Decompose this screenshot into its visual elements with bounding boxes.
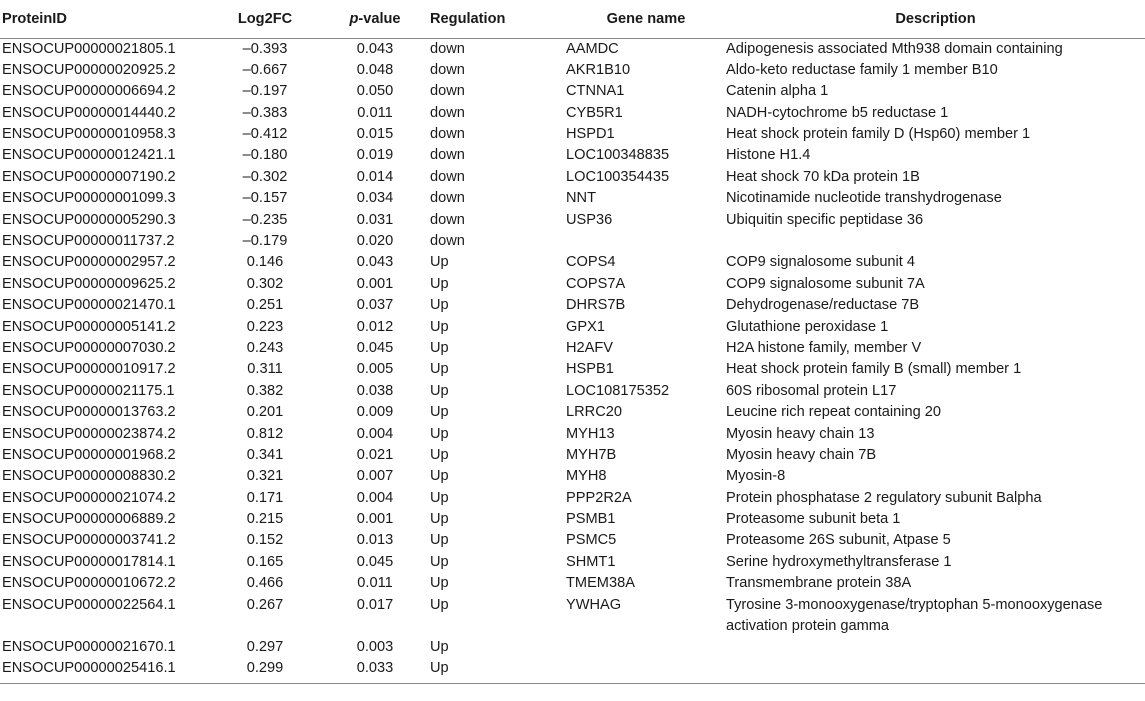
gene-name-cell [566,231,726,252]
protein-id-cell: ENSOCUP00000007030.2 [2,339,176,356]
table-row [0,359,1145,380]
gene-name-cell: MYH13 [566,425,615,442]
protein-id-cell: ENSOCUP00000009625.2 [2,275,176,292]
protein-id-cell: ENSOCUP00000008830.2 [2,468,176,485]
description-cell [726,658,1145,684]
pvalue-cell: 0.031 [356,211,394,228]
table-row [0,445,1145,466]
protein-id-cell: ENSOCUP00000021074.2 [2,489,176,506]
regulation-cell: down [430,83,465,100]
gene-name-cell: DHRS7B [566,297,626,314]
description-cell: 60S ribosomal protein L17 [726,382,897,399]
gene-name-cell: GPX1 [566,318,605,335]
log2fc-cell: 0.146 [246,254,284,271]
table-row [0,658,1145,684]
pvalue-cell: 0.050 [356,83,394,100]
log2fc-cell: 0.382 [246,382,284,399]
log2fc-cell: –0.197 [242,83,288,100]
table-row [0,573,1145,594]
log2fc-cell: 0.251 [246,297,284,314]
pvalue-cell: 0.011 [357,104,393,121]
table-row [0,552,1145,573]
regulation-cell: Up [430,532,449,549]
log2fc-cell: –0.302 [242,168,288,185]
table-row [0,188,1145,209]
log2fc-cell: 0.267 [246,596,284,613]
pvalue-cell: 0.005 [356,361,394,378]
log2fc-cell: –0.180 [242,147,288,164]
description-cell: Heat shock protein family D (Hsp60) member 1 [726,126,1031,143]
protein-id-cell: ENSOCUP00000021670.1 [2,638,176,655]
description-cell [726,231,1145,252]
header-log2fc: Log2FC [210,0,320,38]
description-cell: Proteasome subunit beta 1 [726,511,901,528]
table-row [0,338,1145,359]
gene-name-cell: AKR1B10 [566,61,631,78]
protein-id-cell: ENSOCUP00000020925.2 [2,61,176,78]
table-row [0,60,1145,81]
description-cell: COP9 signalosome subunit 7A [726,275,925,292]
pvalue-cell: 0.048 [356,61,394,78]
pvalue-cell: 0.009 [356,404,394,421]
pvalue-cell: 0.021 [356,446,394,463]
header-gene-name: Gene name [566,0,726,38]
table-row [0,274,1145,295]
regulation-cell: Up [430,275,449,292]
log2fc-cell: 0.171 [246,489,284,506]
regulation-cell: down [430,40,465,57]
protein-id-cell: ENSOCUP00000017814.1 [2,553,176,570]
table-row [0,637,1145,658]
header-pvalue-rest: -value [358,10,401,27]
protein-id-cell: ENSOCUP00000006694.2 [2,83,176,100]
description-cell: Adipogenesis associated Mth938 domain containing [726,40,1063,57]
regulation-cell: Up [430,297,449,314]
regulation-cell: Up [430,361,449,378]
pvalue-cell: 0.020 [356,233,394,250]
protein-id-cell: ENSOCUP00000010672.2 [2,575,176,592]
log2fc-cell: –0.393 [242,40,288,57]
log2fc-cell: 0.297 [246,638,284,655]
description-cell: Serine hydroxymethyltransferase 1 [726,553,952,570]
gene-name-cell: PSMC5 [566,532,617,549]
log2fc-cell: –0.157 [242,190,288,207]
gene-name-cell: COPS4 [566,254,616,271]
table-header-row [0,0,1145,38]
header-protein-id: ProteinID [0,0,210,38]
regulation-cell: Up [430,318,449,335]
protein-id-cell: ENSOCUP00000014440.2 [2,104,176,121]
gene-name-cell: PSMB1 [566,511,616,528]
regulation-cell: down [430,168,465,185]
gene-name-cell: CYB5R1 [566,104,623,121]
log2fc-cell: –0.235 [242,211,288,228]
description-cell: Nicotinamide nucleotide transhydrogenase [726,190,1002,207]
description-cell [726,637,1145,658]
log2fc-cell: –0.179 [242,233,288,250]
regulation-cell: Up [430,489,449,506]
pvalue-cell: 0.037 [356,297,394,314]
log2fc-cell: 0.243 [246,339,284,356]
pvalue-cell: 0.045 [356,339,394,356]
protein-id-cell: ENSOCUP00000011737.2 [2,233,175,250]
description-cell: Leucine rich repeat containing 20 [726,404,942,421]
protein-id-cell: ENSOCUP00000021470.1 [2,297,176,314]
log2fc-cell: 0.812 [246,425,284,442]
regulation-cell: Up [430,511,449,528]
log2fc-cell: 0.311 [247,361,283,378]
description-cell: NADH-cytochrome b5 reductase 1 [726,104,949,121]
description-cell: Proteasome 26S subunit, Atpase 5 [726,532,951,549]
gene-name-cell [566,637,726,658]
pvalue-cell: 0.013 [356,532,394,549]
table-row [0,466,1145,487]
description-cell: Protein phosphatase 2 regulatory subunit Balpha [726,489,1042,506]
regulation-cell: Up [430,425,449,442]
description-cell: Histone H1.4 [726,147,811,164]
protein-id-cell: ENSOCUP00000022564.1 [2,596,176,613]
description-cell: COP9 signalosome subunit 4 [726,254,916,271]
table-row [0,167,1145,188]
protein-id-cell: ENSOCUP00000025416.1 [0,658,210,684]
regulation-cell: down [430,104,465,121]
table-row [0,295,1145,316]
gene-name-cell [566,658,726,684]
gene-name-cell: USP36 [566,211,613,228]
header-description: Description [726,0,1145,38]
gene-name-cell: YWHAG [566,596,622,613]
protein-id-cell: ENSOCUP00000006889.2 [2,511,176,528]
table-row [0,81,1145,102]
description-cell: Myosin-8 [726,468,786,485]
description-cell: Tyrosine 3-monooxygenase/tryptophan 5-monooxygenase activation protein gamma [726,596,1103,634]
pvalue-cell: 0.019 [356,147,394,164]
gene-name-cell: HSPD1 [566,126,615,143]
protein-id-cell: ENSOCUP00000005290.3 [2,211,176,228]
gene-name-cell: TMEM38A [566,575,635,592]
log2fc-cell: 0.302 [246,275,284,292]
description-cell: Transmembrane protein 38A [726,575,912,592]
protein-id-cell: ENSOCUP00000010917.2 [2,361,176,378]
table-row [0,38,1145,60]
header-pvalue [320,0,430,38]
log2fc-cell: 0.152 [246,532,284,549]
gene-name-cell: CTNNA1 [566,83,625,100]
gene-name-cell: LOC100354435 [566,168,670,185]
regulation-cell: down [430,211,465,228]
protein-id-cell: ENSOCUP00000001968.2 [2,446,176,463]
table-row [0,103,1145,124]
regulation-cell: Up [430,596,449,613]
description-cell: Myosin heavy chain 7B [726,446,877,463]
gene-name-cell: LRRC20 [566,404,622,421]
gene-name-cell: LOC108175352 [566,382,670,399]
gene-name-cell: H2AFV [566,339,614,356]
pvalue-cell: 0.007 [356,468,394,485]
table-row [0,231,1145,252]
gene-name-cell: HSPB1 [566,361,614,378]
regulation-cell: Up [430,404,449,421]
pvalue-cell: 0.011 [357,575,393,592]
description-cell: Dehydrogenase/reductase 7B [726,297,920,314]
log2fc-cell: –0.667 [242,61,288,78]
description-cell: Catenin alpha 1 [726,83,829,100]
log2fc-cell: 0.201 [246,404,284,421]
pvalue-cell: 0.043 [356,254,394,271]
log2fc-cell: 0.321 [246,468,284,485]
gene-name-cell: NNT [566,190,596,207]
table-body [0,38,1145,684]
pvalue-cell: 0.004 [356,489,394,506]
pvalue-cell: 0.003 [356,638,394,655]
pvalue-cell: 0.033 [320,658,430,684]
protein-id-cell: ENSOCUP00000005141.2 [2,318,176,335]
description-cell: Aldo-keto reductase family 1 member B10 [726,61,998,78]
log2fc-cell: 0.341 [246,446,284,463]
regulation-cell: Up [430,638,449,655]
protein-id-cell: ENSOCUP00000007190.2 [2,168,176,185]
log2fc-cell: 0.215 [246,511,284,528]
regulation-cell: down [430,61,465,78]
protein-id-cell: ENSOCUP00000003741.2 [2,532,176,549]
regulation-cell: Up [430,339,449,356]
table-row [0,509,1145,530]
gene-name-cell: PPP2R2A [566,489,632,506]
pvalue-cell: 0.001 [356,275,394,292]
regulation-cell: Up [430,553,449,570]
gene-name-cell: LOC100348835 [566,147,670,164]
protein-id-cell: ENSOCUP00000010958.3 [2,126,176,143]
pvalue-cell: 0.045 [356,553,394,570]
pvalue-cell: 0.012 [356,318,394,335]
regulation-cell: Up [430,658,566,684]
gene-name-cell: MYH8 [566,468,607,485]
gene-name-cell: COPS7A [566,275,626,292]
regulation-cell: down [430,233,465,250]
log2fc-cell: –0.412 [242,126,288,143]
protein-id-cell: ENSOCUP00000021175.1 [2,382,175,399]
table-row [0,488,1145,509]
table-row [0,530,1145,551]
regulation-cell: Up [430,468,449,485]
description-cell: H2A histone family, member V [726,339,922,356]
table-row [0,145,1145,166]
pvalue-cell: 0.043 [356,40,394,57]
log2fc-cell: –0.383 [242,104,288,121]
log2fc-cell: 0.223 [246,318,284,335]
table-row [0,381,1145,402]
table-row [0,317,1145,338]
protein-id-cell: ENSOCUP00000021805.1 [2,40,176,57]
regulation-cell: down [430,190,465,207]
log2fc-cell: 0.299 [210,658,320,684]
table-row [0,124,1145,145]
regulation-cell: Up [430,575,449,592]
pvalue-cell: 0.001 [356,511,394,528]
protein-id-cell: ENSOCUP00000001099.3 [2,190,176,207]
table-row [0,252,1145,273]
gene-name-cell: MYH7B [566,446,617,463]
protein-id-cell: ENSOCUP00000002957.2 [2,254,176,271]
description-cell: Heat shock protein family B (small) member 1 [726,361,1022,378]
regulation-cell: down [430,147,465,164]
pvalue-cell: 0.017 [356,596,394,613]
description-cell: Ubiquitin specific peptidase 36 [726,211,924,228]
table-row [0,595,1145,637]
gene-name-cell: SHMT1 [566,553,616,570]
pvalue-cell: 0.034 [356,190,394,207]
description-cell: Glutathione peroxidase 1 [726,318,889,335]
protein-id-cell: ENSOCUP00000023874.2 [2,425,176,442]
table-row [0,402,1145,423]
log2fc-cell: 0.466 [246,575,284,592]
protein-id-cell: ENSOCUP00000013763.2 [2,404,176,421]
pvalue-cell: 0.014 [356,168,394,185]
header-pvalue-italic: p [349,10,359,27]
header-regulation: Regulation [430,0,566,38]
pvalue-cell: 0.038 [356,382,394,399]
protein-id-cell: ENSOCUP00000012421.1 [2,147,176,164]
regulation-cell: Up [430,254,449,271]
pvalue-cell: 0.015 [356,126,394,143]
table-row [0,210,1145,231]
description-cell: Heat shock 70 kDa protein 1B [726,168,920,185]
regulation-cell: Up [430,382,449,399]
table-row [0,424,1145,445]
regulation-cell: Up [430,446,449,463]
pvalue-cell: 0.004 [356,425,394,442]
log2fc-cell: 0.165 [246,553,284,570]
description-cell: Myosin heavy chain 13 [726,425,875,442]
regulation-cell: down [430,126,465,143]
gene-name-cell: AAMDC [566,40,619,57]
